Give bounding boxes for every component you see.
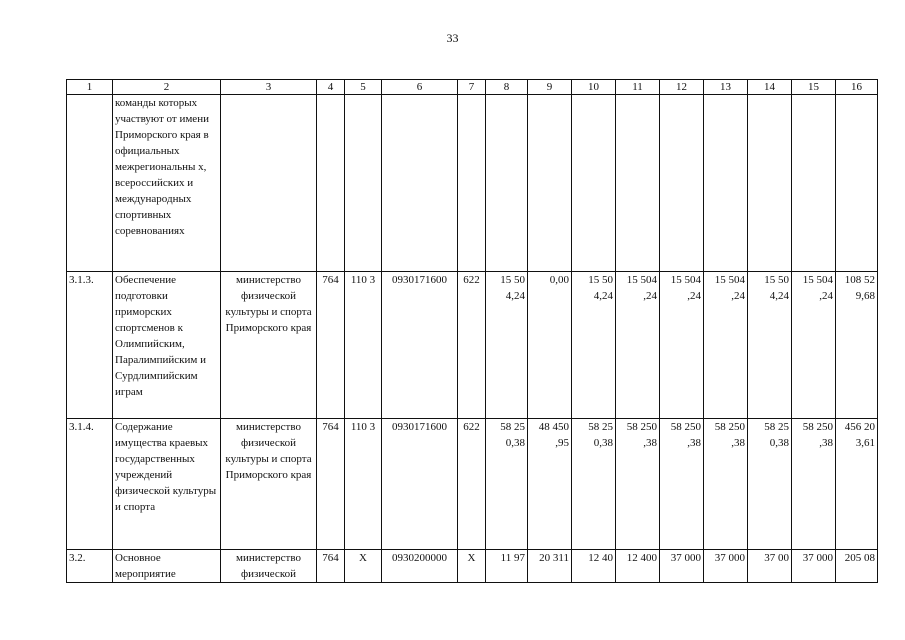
column-header: 9: [528, 80, 572, 95]
cell-amount: 37 000: [660, 550, 704, 583]
cell-responsible: [221, 95, 317, 272]
cell-target-code: 0930200000: [382, 550, 458, 583]
cell-grbs: 764: [317, 419, 345, 550]
column-header: 11: [616, 80, 660, 95]
cell-number: 3.2.: [67, 550, 113, 583]
cell-target-code: 0930171600: [382, 419, 458, 550]
column-header: 2: [113, 80, 221, 95]
cell-grbs: 764: [317, 550, 345, 583]
column-header: 10: [572, 80, 616, 95]
column-header: 12: [660, 80, 704, 95]
cell-expense-type: [458, 95, 486, 272]
cell-number: 3.1.4.: [67, 419, 113, 550]
cell-amount: 12 400: [616, 550, 660, 583]
cell-amount: [704, 95, 748, 272]
cell-amount: 15 50 4,24: [572, 272, 616, 419]
cell-amount: 15 504 ,24: [704, 272, 748, 419]
cell-total: [836, 95, 878, 272]
column-header: 7: [458, 80, 486, 95]
cell-amount: 48 450 ,95: [528, 419, 572, 550]
cell-amount: [616, 95, 660, 272]
column-header: 1: [67, 80, 113, 95]
cell-responsible: министерство физической культуры и спорта Приморского края: [221, 419, 317, 550]
cell-section: 110 3: [345, 272, 382, 419]
cell-amount: [486, 95, 528, 272]
cell-amount: 15 504 ,24: [792, 272, 836, 419]
column-header: 8: [486, 80, 528, 95]
cell-total: 205 08: [836, 550, 878, 583]
cell-expense-type: 622: [458, 272, 486, 419]
cell-amount: 58 25 0,38: [572, 419, 616, 550]
cell-amount: 20 311: [528, 550, 572, 583]
column-header: 5: [345, 80, 382, 95]
cell-amount: 37 00: [748, 550, 792, 583]
cell-amount: 58 25 0,38: [486, 419, 528, 550]
column-header: 13: [704, 80, 748, 95]
table-row: [67, 550, 878, 583]
cell-amount: 37 000: [704, 550, 748, 583]
cell-section: 110 3: [345, 419, 382, 550]
table-row: [67, 419, 878, 550]
cell-amount: 37 000: [792, 550, 836, 583]
cell-amount: 12 40: [572, 550, 616, 583]
budget-table: [66, 79, 878, 583]
column-header: 15: [792, 80, 836, 95]
cell-number: 3.1.3.: [67, 272, 113, 419]
cell-description: Обеспечение подготовки приморских спортсменов к Олимпийским, Паралимпийским и Сурдлимпийским играм: [113, 272, 221, 419]
cell-section: [345, 95, 382, 272]
cell-amount: 58 250 ,38: [616, 419, 660, 550]
cell-expense-type: 622: [458, 419, 486, 550]
cell-expense-type: Х: [458, 550, 486, 583]
cell-number: [67, 95, 113, 272]
cell-amount: 0,00: [528, 272, 572, 419]
column-header: 6: [382, 80, 458, 95]
cell-total: 108 52 9,68: [836, 272, 878, 419]
cell-amount: [528, 95, 572, 272]
cell-target-code: 0930171600: [382, 272, 458, 419]
cell-grbs: 764: [317, 272, 345, 419]
cell-responsible: министерство физической: [221, 550, 317, 583]
table-header-row: [67, 80, 878, 95]
cell-amount: [792, 95, 836, 272]
cell-amount: [748, 95, 792, 272]
cell-description: Основное мероприятие: [113, 550, 221, 583]
cell-amount: 58 25 0,38: [748, 419, 792, 550]
cell-amount: 15 50 4,24: [486, 272, 528, 419]
cell-target-code: [382, 95, 458, 272]
cell-description: Содержание имущества краевых государственных учреждений физической культуры и спорта: [113, 419, 221, 550]
cell-amount: 15 504 ,24: [616, 272, 660, 419]
cell-amount: 15 504 ,24: [660, 272, 704, 419]
cell-amount: 11 97: [486, 550, 528, 583]
cell-section: Х: [345, 550, 382, 583]
cell-amount: 58 250 ,38: [660, 419, 704, 550]
column-header: 4: [317, 80, 345, 95]
cell-grbs: [317, 95, 345, 272]
cell-amount: 58 250 ,38: [792, 419, 836, 550]
cell-description: команды которых участвуют от имени Приморского края в официальных межрегиональны х, всероссийских и международных спортивных соревнованиях: [113, 95, 221, 272]
cell-amount: 15 50 4,24: [748, 272, 792, 419]
cell-amount: [660, 95, 704, 272]
table-row: [67, 95, 878, 272]
cell-responsible: министерство физической культуры и спорта Приморского края: [221, 272, 317, 419]
cell-total: 456 20 3,61: [836, 419, 878, 550]
cell-amount: 58 250 ,38: [704, 419, 748, 550]
table-row: [67, 272, 878, 419]
column-header: 3: [221, 80, 317, 95]
page-number: 33: [446, 31, 459, 45]
column-header: 14: [748, 80, 792, 95]
cell-amount: [572, 95, 616, 272]
column-header: 16: [836, 80, 878, 95]
